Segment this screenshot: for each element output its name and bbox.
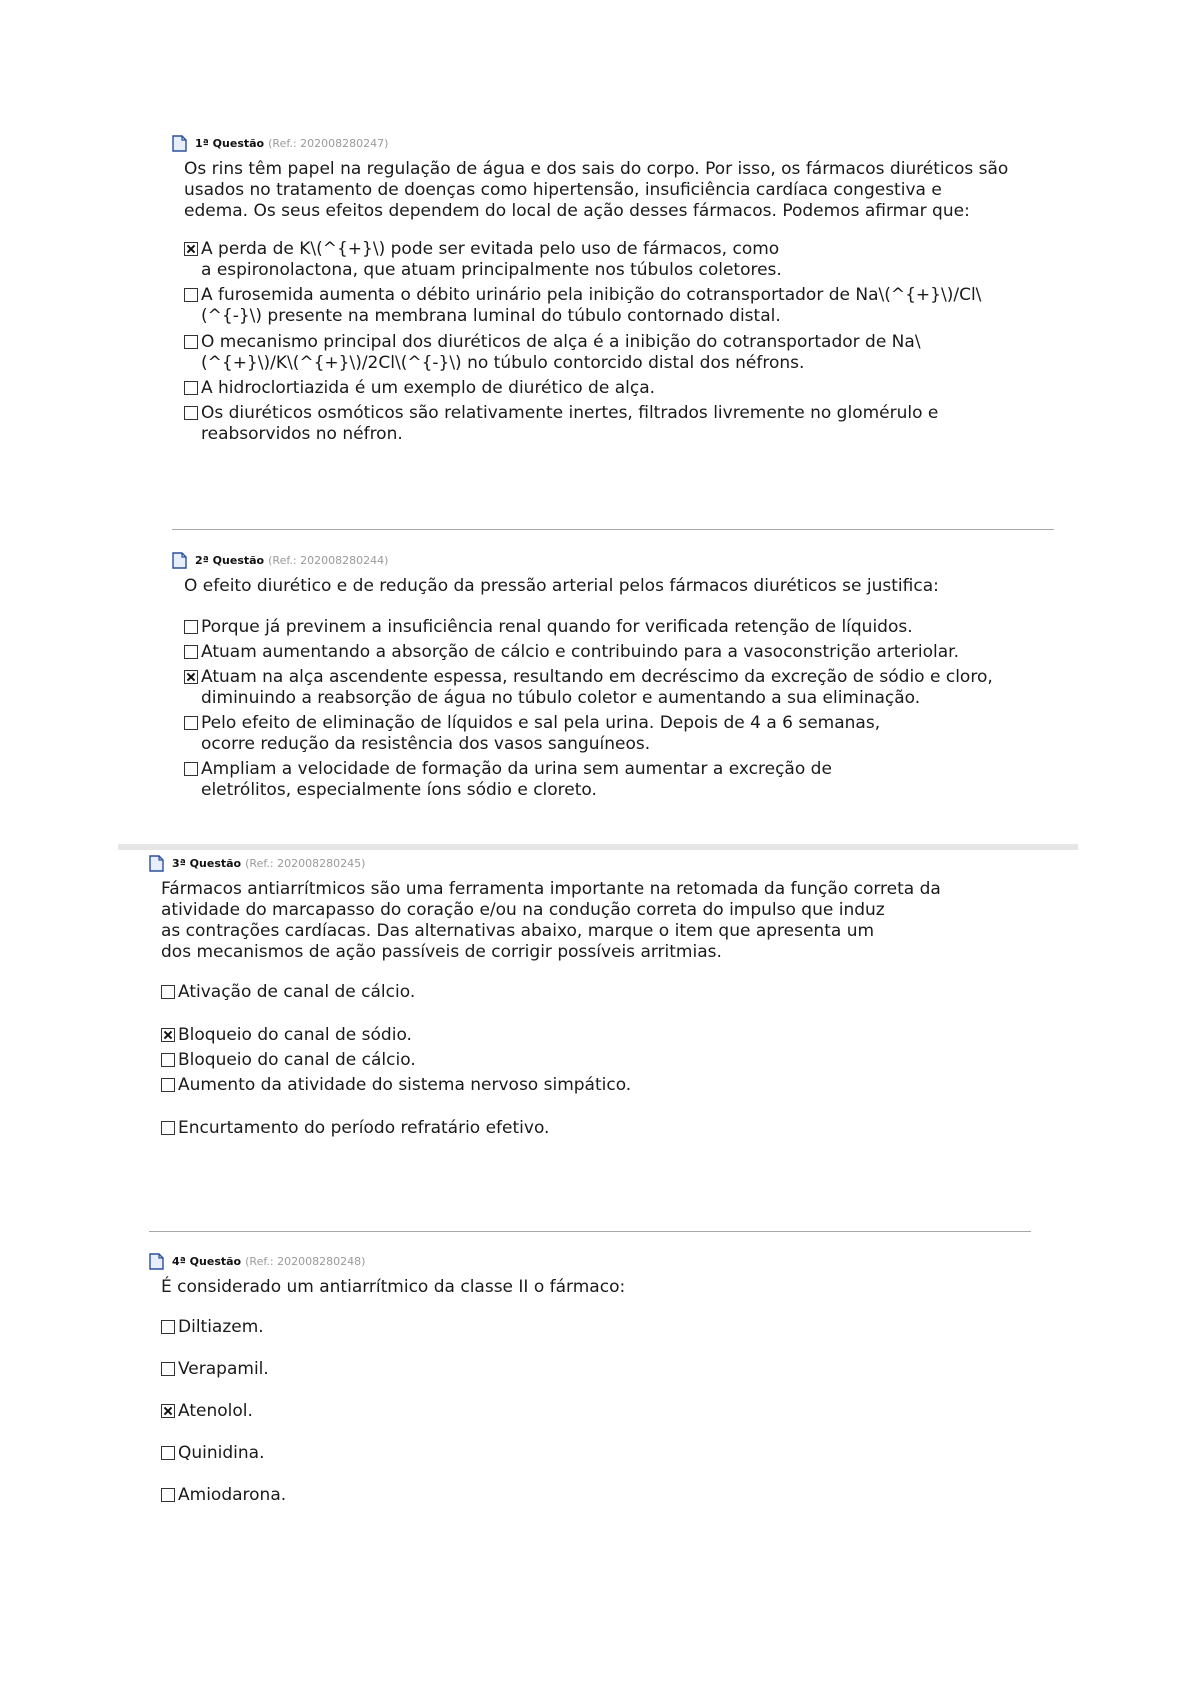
- option-text: A perda de K\(^{+}\) pode ser evitada pelo uso de fármacos, como a espironolactona, que atuam principalmente nos túbulos coletores.: [201, 239, 782, 280]
- option-text: Quinidina.: [178, 1443, 265, 1463]
- checkbox[interactable]: [161, 1078, 175, 1092]
- checkbox-checked[interactable]: [184, 670, 198, 684]
- options-list: [172, 239, 1072, 445]
- option[interactable]: [184, 642, 1072, 663]
- question-2: [172, 550, 1072, 801]
- options-list: [172, 617, 1072, 801]
- option[interactable]: [184, 617, 1072, 638]
- option[interactable]: [184, 378, 1072, 399]
- checkbox-checked[interactable]: [184, 242, 198, 256]
- question-ref: (Ref.: 202008280245): [245, 856, 366, 870]
- checkbox[interactable]: [161, 1320, 175, 1334]
- question-number: 4ª Questão: [172, 1254, 242, 1268]
- question-number: 1ª Questão: [195, 136, 265, 150]
- checkbox[interactable]: [184, 645, 198, 659]
- option[interactable]: [184, 667, 1072, 709]
- document-icon: [172, 135, 187, 152]
- option-text: Ampliam a velocidade de formação da urina sem aumentar a excreção de eletrólitos, especialmente íons sódio e cloreto.: [201, 759, 832, 800]
- question-ref: (Ref.: 202008280247): [268, 136, 389, 150]
- option-text: Porque já previnem a insuficiência renal quando for verificada retenção de líquidos.: [201, 617, 913, 637]
- option-text: Aumento da atividade do sistema nervoso simpático.: [178, 1075, 632, 1095]
- option-text: A furosemida aumenta o débito urinário pela inibição do cotransportador de Na\(^{+}\)/Cl\ (^{-}\) presente na membrana luminal do túbulo contornado distal.: [201, 285, 982, 326]
- checkbox[interactable]: [184, 406, 198, 420]
- option[interactable]: [161, 1050, 1069, 1071]
- question-3: [149, 853, 1069, 1139]
- option[interactable]: [161, 1118, 1069, 1139]
- option-text: Amiodarona.: [178, 1485, 287, 1505]
- question-header: [149, 853, 1069, 873]
- option-text: A hidroclortiazida é um exemplo de diurético de alça.: [201, 378, 656, 398]
- checkbox[interactable]: [184, 716, 198, 730]
- option-text: Verapamil.: [178, 1359, 269, 1379]
- question-number: 3ª Questão: [172, 856, 242, 870]
- question-header: [172, 133, 1072, 153]
- option-text: Bloqueio do canal de sódio.: [178, 1025, 412, 1045]
- question-ref: (Ref.: 202008280244): [268, 553, 389, 567]
- divider: [149, 1231, 1031, 1232]
- question-text: Fármacos antiarrítmicos são uma ferramenta importante na retomada da função correta da atividade do marcapasso do coração e/ou na condução correta do impulso que induz as contrações cardíacas. Das alternativas abaixo, marque o item que apresenta um dos mecanismos de ação passíveis de corrigir possíveis arritmias.: [161, 879, 941, 962]
- option[interactable]: [184, 713, 1072, 755]
- option[interactable]: [161, 1485, 1069, 1506]
- question-4: [149, 1251, 1069, 1506]
- question-1: [172, 133, 1072, 445]
- option-text: Atuam na alça ascendente espessa, resultando em decréscimo da excreção de sódio e cloro, diminuindo a reabsorção de água no túbulo coletor e aumentando a sua eliminação.: [201, 667, 993, 708]
- document-icon: [149, 1253, 164, 1270]
- checkbox[interactable]: [161, 985, 175, 999]
- question-text: É considerado um antiarrítmico da classe II o fármaco:: [161, 1277, 626, 1297]
- option[interactable]: [161, 1359, 1069, 1380]
- options-list: [149, 1317, 1069, 1506]
- option[interactable]: [184, 332, 1072, 374]
- option[interactable]: [161, 1075, 1069, 1096]
- question-text: Os rins têm papel na regulação de água e dos sais do corpo. Por isso, os fármacos diuréticos são usados no tratamento de doenças como hipertensão, insuficiência cardíaca congestiva e edema. Os seus efeitos dependem do local de ação desses fármacos. Podemos afirmar que:: [184, 159, 1009, 221]
- option[interactable]: [161, 982, 1069, 1003]
- option[interactable]: [184, 239, 1072, 281]
- option[interactable]: [161, 1317, 1069, 1338]
- option-text: O mecanismo principal dos diuréticos de alça é a inibição do cotransportador de Na\ (^{+}\)/K\(^{+}\)/2Cl\(^{-}\) no túbulo contorcido distal dos néfrons.: [201, 332, 921, 373]
- option-text: Os diuréticos osmóticos são relativamente inertes, filtrados livremente no glomérulo e reabsorvidos no néfron.: [201, 403, 939, 444]
- option[interactable]: [161, 1025, 1069, 1046]
- checkbox[interactable]: [161, 1121, 175, 1135]
- option[interactable]: [184, 285, 1072, 327]
- checkbox[interactable]: [161, 1362, 175, 1376]
- checkbox[interactable]: [184, 620, 198, 634]
- option[interactable]: [184, 403, 1072, 445]
- divider-thick: [118, 844, 1078, 850]
- options-list: [149, 982, 1069, 1139]
- question-number: 2ª Questão: [195, 553, 265, 567]
- option[interactable]: [184, 759, 1072, 801]
- document-icon: [149, 855, 164, 872]
- checkbox-checked[interactable]: [161, 1404, 175, 1418]
- question-header: [149, 1251, 1069, 1271]
- question-ref: (Ref.: 202008280248): [245, 1254, 366, 1268]
- checkbox-checked[interactable]: [161, 1028, 175, 1042]
- option-text: Diltiazem.: [178, 1317, 264, 1337]
- option-text: Encurtamento do período refratário efetivo.: [178, 1118, 550, 1138]
- checkbox[interactable]: [161, 1446, 175, 1460]
- divider: [172, 529, 1054, 530]
- checkbox[interactable]: [184, 381, 198, 395]
- option-text: Atuam aumentando a absorção de cálcio e contribuindo para a vasoconstrição arteriolar.: [201, 642, 960, 662]
- question-header: [172, 550, 1072, 570]
- question-text: O efeito diurético e de redução da pressão arterial pelos fármacos diuréticos se justifica:: [184, 576, 939, 596]
- checkbox[interactable]: [184, 335, 198, 349]
- checkbox[interactable]: [161, 1488, 175, 1502]
- option[interactable]: [161, 1401, 1069, 1422]
- checkbox[interactable]: [184, 288, 198, 302]
- checkbox[interactable]: [184, 762, 198, 776]
- option-text: Ativação de canal de cálcio.: [178, 982, 416, 1002]
- option-text: Pelo efeito de eliminação de líquidos e sal pela urina. Depois de 4 a 6 semanas, ocorre redução da resistência dos vasos sanguíneos.: [201, 713, 881, 754]
- option-text: Bloqueio do canal de cálcio.: [178, 1050, 416, 1070]
- option-text: Atenolol.: [178, 1401, 253, 1421]
- document-icon: [172, 552, 187, 569]
- checkbox[interactable]: [161, 1053, 175, 1067]
- option[interactable]: [161, 1443, 1069, 1464]
